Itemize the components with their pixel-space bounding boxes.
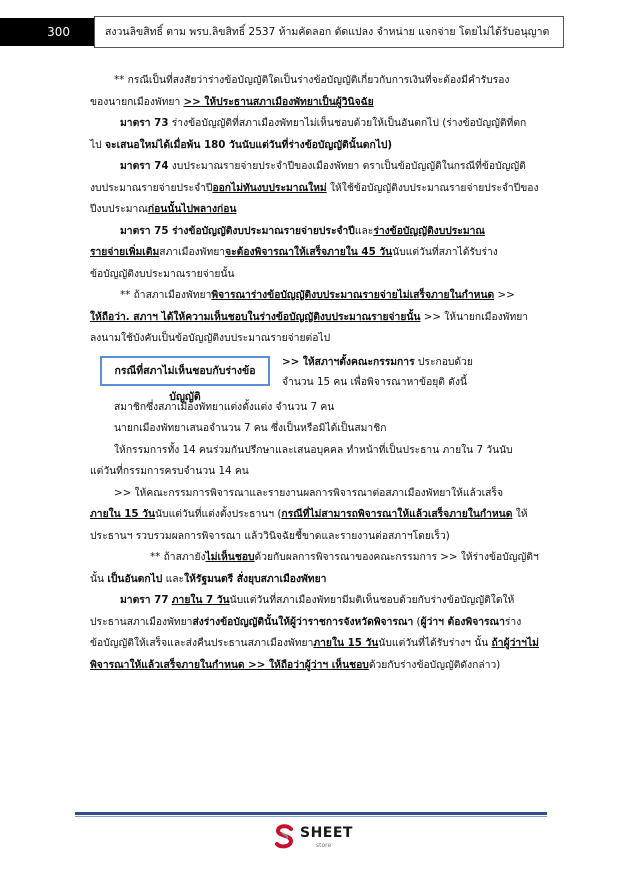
text-line: [90, 483, 535, 505]
section-73-line: [90, 113, 535, 135]
text-line: [90, 199, 535, 221]
text-line: [90, 569, 535, 591]
emphasis-span: พิจารณาให้แล้วเสร็จภายในกำหนด >> ให้ถือว่าผู้ว่าฯ เห็นชอบ: [90, 658, 369, 671]
text-span: >> ให้คณะกรรมการพิจารณาและรายงานผลการพิจารณาต่อสภาเมืองพัทยาให้แล้วเสร็จ: [114, 486, 503, 499]
logo-text: SHEET: [300, 825, 353, 841]
text-line: [90, 70, 535, 92]
emphasis-span: จะเสนอใหม่ได้เมื่อพ้น 180 วันนับแต่วันที่ร่างข้อบัญญัตินั้นตกไป): [105, 138, 393, 151]
text-line: [90, 328, 535, 350]
text-span: นับแต่วันที่ได้รับร่างฯ นั้น: [378, 637, 492, 649]
emphasis-span: จะต้องพิจารณาให้เสร็จภายใน 45 วัน: [225, 246, 393, 258]
text-line: [90, 135, 535, 157]
text-span: นายกเมืองพัทยาเสนอจำนวน 7 คน ซึ่งเป็นหรือมิได้เป็นสมาชิก: [114, 422, 387, 434]
text-span: ไป: [90, 138, 105, 151]
section-77-line: [90, 590, 535, 612]
text-line: [282, 372, 542, 392]
text-span: สมาชิกซึ่งสภาเมืองพัทยาแต่งตั้งแต่ง จำนวน 7 คน: [114, 400, 335, 413]
text-span: ให้: [512, 508, 528, 520]
text-line: [90, 504, 535, 526]
emphasis-span: ถ้าผู้ว่าฯไม่: [491, 637, 539, 649]
emphasis-span: ผู้ว่าฯ ต้องพิจารณา: [420, 615, 505, 628]
text-span: (: [413, 615, 421, 628]
emphasis-span: กรณีที่ไม่สามารถพิจารณาให้แล้วเสร็จภายในกำหนด: [281, 508, 513, 520]
emphasis-span: ให้ถือว่า. สภาฯ ได้ให้ความเห็นชอบในร่างข้อบัญญัติงบประมาณรายจ่ายนั้น: [90, 310, 421, 323]
text-span: ของนายกเมืองพัทยา: [90, 95, 184, 108]
text-span: ประธานสภาเมืองพัทยา: [90, 615, 193, 628]
emphasis-span: >> ให้ประธานสภาเมืองพัทยาเป็นผู้วินิจฉัย: [183, 95, 374, 108]
emphasis-span: ออกไม่ทันงบประมาณใหม่: [212, 181, 327, 194]
text-span: นับแต่วันที่สภาได้รับร่าง: [392, 246, 498, 258]
text-span: >>: [494, 289, 515, 301]
emphasis-span: ภายใน 15 วัน: [90, 508, 155, 520]
section-label: มาตรา 77: [120, 594, 169, 606]
text-line: [90, 178, 539, 200]
text-span: ** ถ้าสภายัง: [150, 551, 206, 563]
emphasis-span: ไม่เห็นชอบ: [205, 551, 255, 563]
note-line: [90, 285, 535, 307]
sheet-store-logo: [274, 824, 364, 852]
text-line: [90, 612, 535, 634]
page-number: 300: [0, 18, 94, 46]
emphasis-span: ภายใน 7 วัน: [171, 594, 230, 606]
text-span: และ: [354, 224, 374, 237]
text-span: ปีงบประมาณ: [90, 203, 148, 215]
logo-subtext: store: [316, 842, 332, 849]
text-span: ข้อบัญญัติงบประมาณรายจ่ายนั้น: [90, 267, 235, 280]
text-span: และ: [162, 572, 185, 585]
emphasis-span: เป็นอันตกไป: [107, 572, 163, 585]
text-span: ด้วยกับผลการพิจารณาของคณะกรรมการ >> ให้ร่างข้อบัญญัติฯ: [254, 551, 539, 563]
text-span: งบประมาณรายจ่ายประจำปีของเมืองพัทยา ตราเป็นข้อบัญญัติในกรณีที่ข้อบัญญัติ: [168, 160, 526, 172]
text-span: ** กรณีเป็นที่สงสัยว่าร่างข้อบัญญัติใดเป็นร่างข้อบัญญัติเกี่ยวกับการเงินที่จะต้องมีคำรับรอง: [114, 74, 510, 86]
text-line: [90, 92, 535, 114]
text-line: [90, 633, 539, 655]
note-line: [90, 547, 539, 569]
emphasis-span: >> ให้สภาฯตั้งคณะกรรมการ: [282, 355, 415, 368]
text-line: [90, 242, 535, 264]
text-span: สภาเมืองพัทยา: [159, 246, 226, 258]
text-span: งบประมาณรายจ่ายประจำปี: [90, 181, 213, 194]
emphasis-span: ก่อนนั้นไปพลางก่อน: [147, 203, 237, 215]
logo-mark-icon: [274, 824, 296, 850]
callout-description: [282, 352, 542, 392]
text-span: ร่าง: [504, 615, 522, 628]
text-span: ประธานฯ รวบรวมผลการพิจารณา แล้ววินิจฉัยชี้ขาดและรายงานต่อสภาฯโดยเร็ว): [90, 529, 450, 542]
section-75-line: [90, 221, 535, 243]
text-span: >> ให้นายกเมืองพัทยา: [420, 310, 529, 323]
emphasis-span: ส่งร่างข้อบัญญัตินั้นให้ผู้ว่าราชการจังหวัดพิจารณา: [192, 615, 414, 628]
text-line: [282, 352, 542, 372]
committee-member-line: [90, 397, 535, 419]
emphasis-span: ร่างข้อบัญญัติงบประมาณ: [373, 224, 485, 237]
emphasis-span: พิจารณาร่างข้อบัญญัติงบประมาณรายจ่ายไม่เสร็จภายในกำหนด: [211, 289, 495, 301]
emphasis-span: ภายใน 15 วัน: [313, 637, 379, 649]
text-span: ร่างข้อบัญญัติที่สภาเมืองพัทยาไม่เห็นชอบด้วยให้เป็นอันตกไป (ร่างข้อบัญญัติที่ตก: [168, 117, 527, 129]
text-line: [90, 655, 535, 677]
section-74-line: [90, 156, 535, 178]
text-span: ประกอบด้วย: [414, 355, 473, 368]
text-line: [90, 461, 535, 483]
footer-rule: [75, 812, 547, 815]
emphasis-span: ร่างข้อบัญญัติงบประมาณรายจ่ายประจำปี: [168, 224, 355, 237]
text-span: ให้กรรมการทั้ง 14 คนร่วมกันปรึกษาและเสนอบุคคล ทำหน้าที่เป็นประธาน ภายใน 7 วันนับ: [114, 443, 513, 456]
text-line: [90, 440, 535, 462]
text-line: [90, 264, 535, 286]
text-span: ให้ใช้ข้อบัญญัติงบประมาณรายจ่ายประจำปีของ: [326, 181, 539, 194]
text-span: ** ถ้าสภาเมืองพัทยา: [120, 289, 212, 301]
document-body: [90, 70, 539, 676]
text-line: [90, 307, 535, 329]
callout-block: [90, 352, 535, 403]
emphasis-span: รายจ่ายเพิ่มเติม: [90, 246, 160, 258]
text-span: ข้อบัญญัติให้เสร็จและส่งคืนประธานสภาเมืองพัทยา: [90, 637, 314, 649]
emphasis-span: ให้รัฐมนตรี สั่งยุบสภาเมืองพัทยา: [184, 572, 327, 585]
text-span: นับแต่วันที่แต่งตั้งประธานฯ (: [155, 508, 282, 520]
text-line: [90, 526, 535, 548]
text-span: ลงนามใช้บังคับเป็นข้อบัญญัติงบประมาณรายจ่ายต่อไป: [90, 332, 331, 344]
text-span: นับแต่วันที่สภาเมืองพัทยามีมติเห็นชอบด้วยกับร่างข้อบัญญัติใดให้: [229, 594, 515, 606]
footer-rule-thin: [75, 816, 547, 817]
callout-box: กรณีที่สภาไม่เห็นชอบกับร่างข้อบัญญัติ: [100, 356, 270, 386]
committee-member-line: [90, 418, 535, 440]
text-span: จำนวน 15 คน เพื่อพิจารณาหาข้อยุติ ดังนี้: [282, 375, 468, 388]
section-label: มาตรา 75: [120, 224, 169, 237]
section-label: มาตรา 74: [120, 160, 169, 172]
text-span: นั้น: [90, 572, 108, 585]
section-label: มาตรา 73: [120, 117, 169, 129]
text-span: ด้วยกับร่างข้อบัญญัติดังกล่าว): [368, 658, 501, 671]
copyright-header: สงวนลิขสิทธิ์ ตาม พรบ.ลิขสิทธิ์ 2537 ห้ามคัดลอก ดัดแปลง จำหน่าย แจกจ่าย โดยไม่ได้รับอนุญาต: [94, 16, 564, 48]
text-span: แต่วันที่กรรมการครบจำนวน 14 คน: [90, 465, 249, 477]
